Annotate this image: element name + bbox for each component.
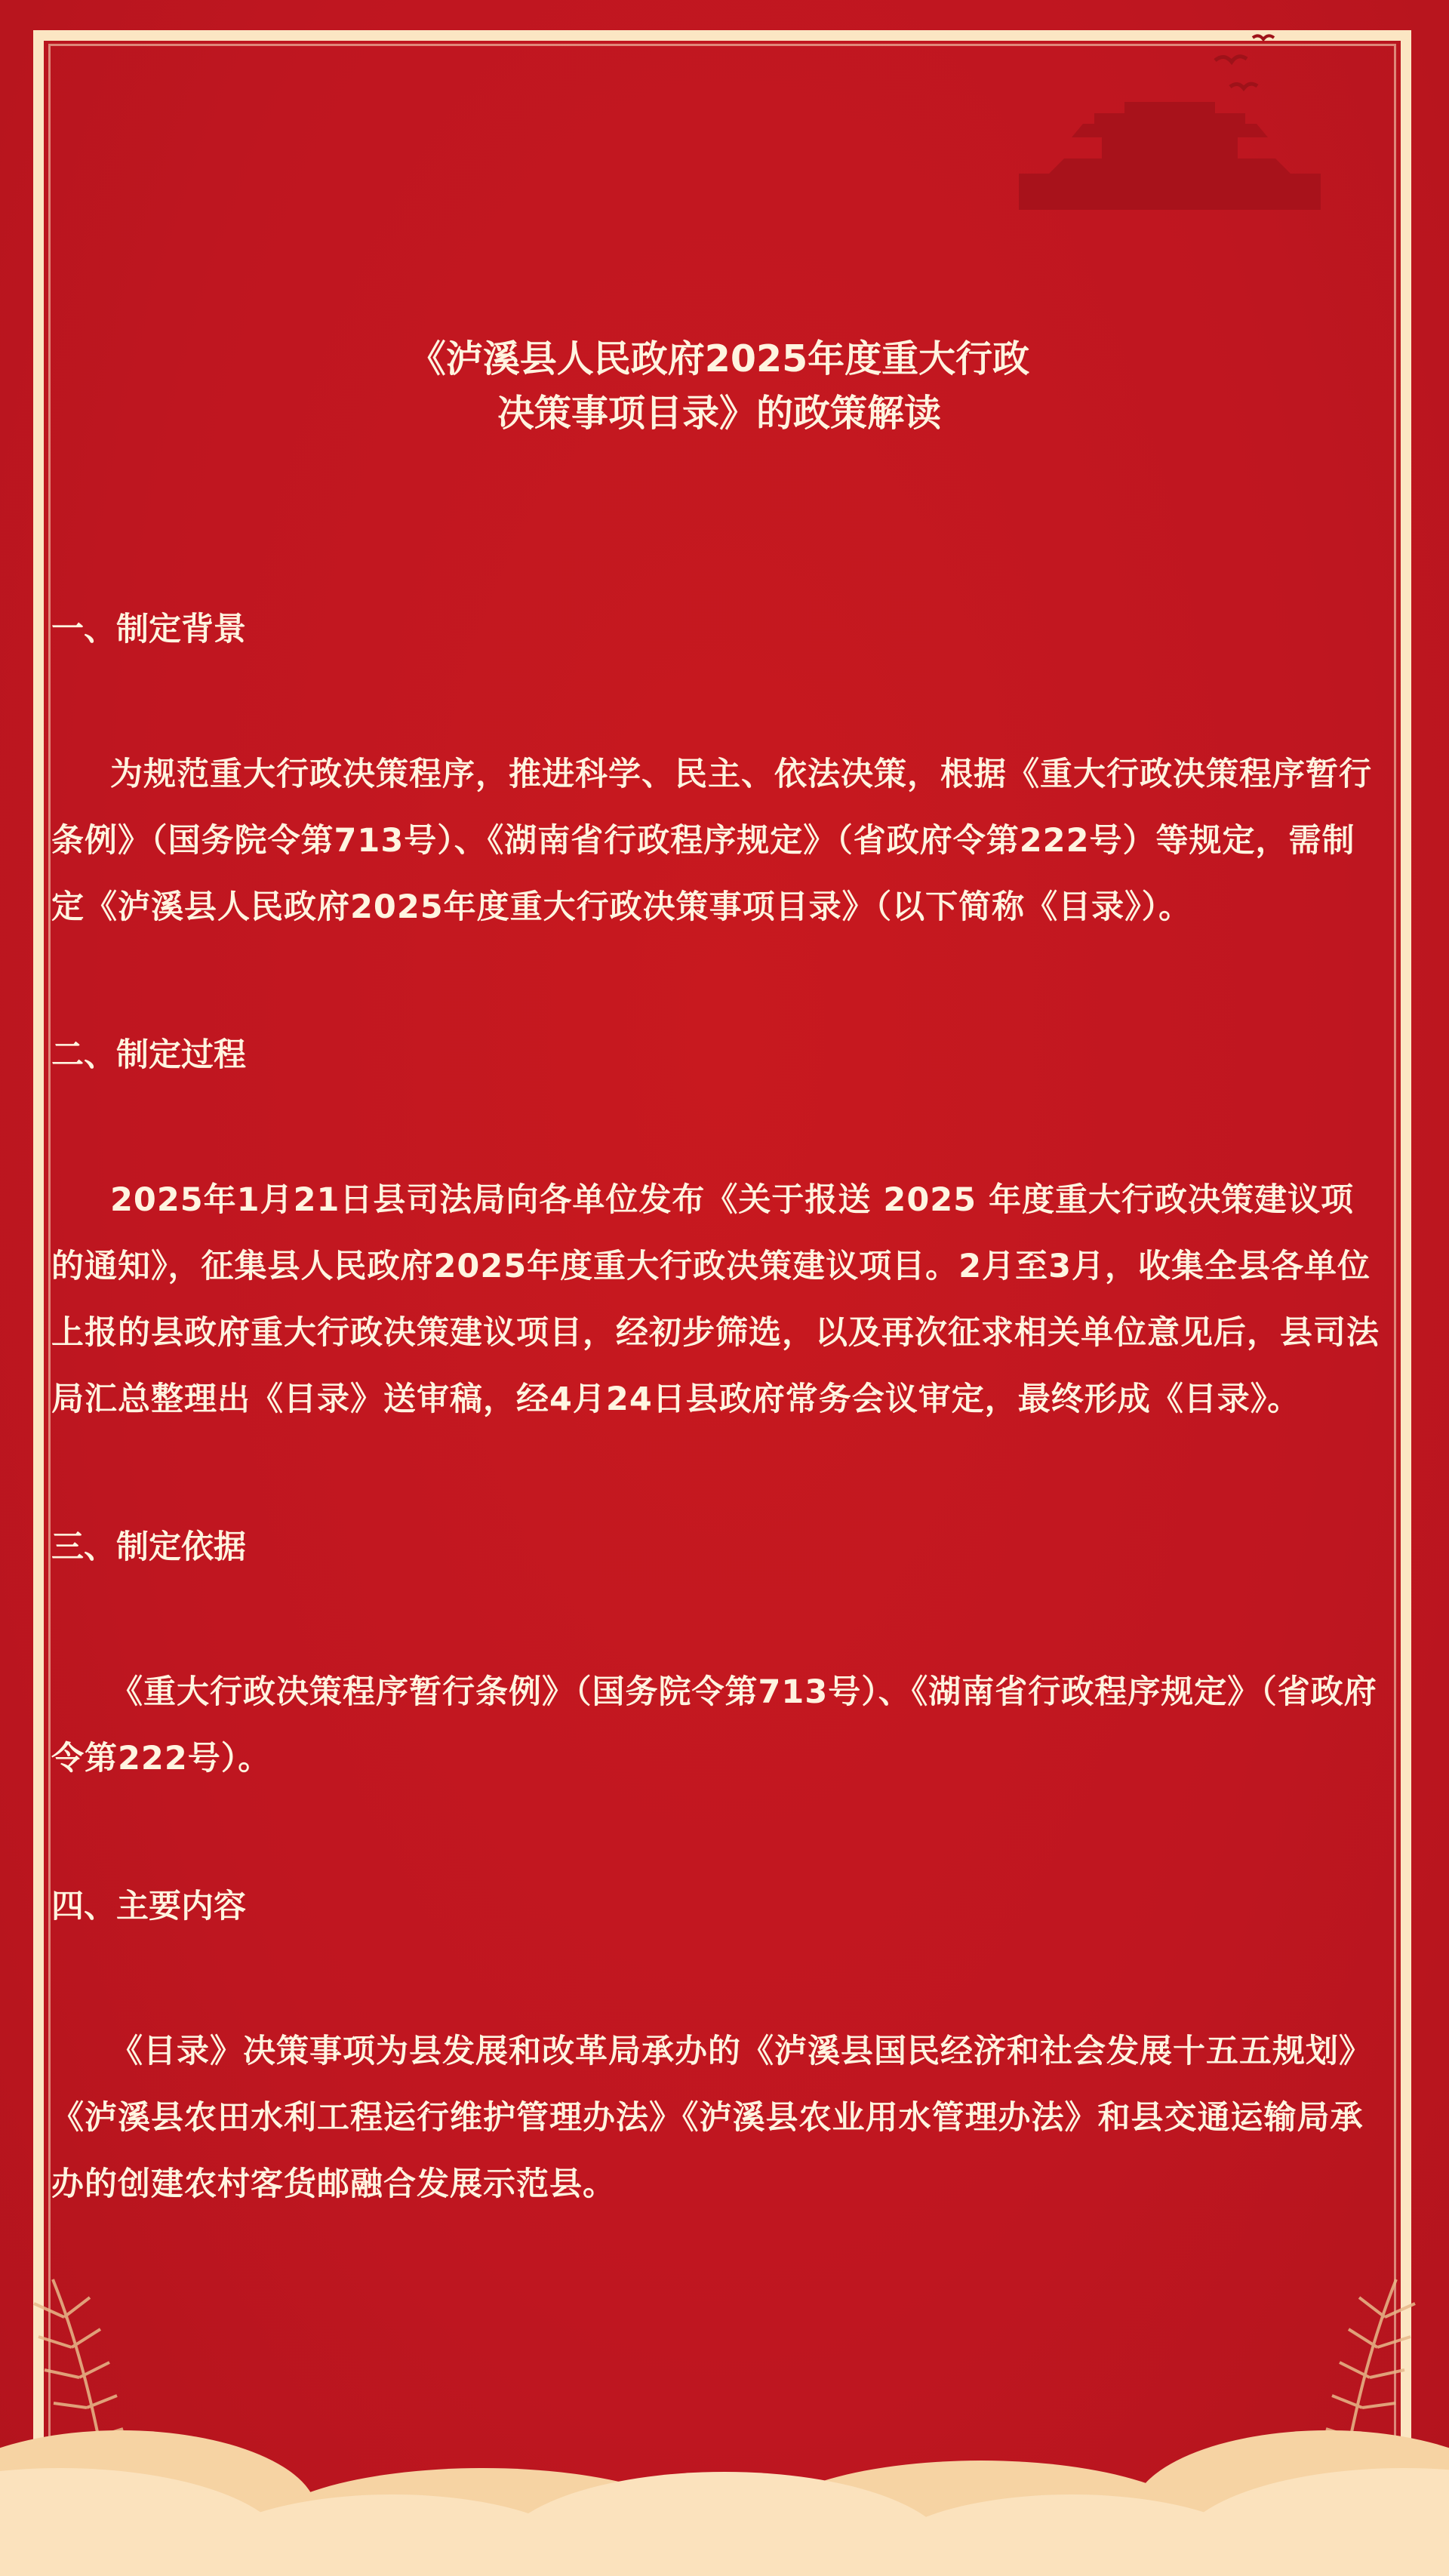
- document-content: [51, 332, 1387, 2217]
- title-line-2: 决策事项目录》的政策解读: [497, 392, 941, 435]
- page-title: [51, 332, 1387, 441]
- title-line-1: 《泸溪县人民政府2025年度重大行政: [408, 337, 1030, 380]
- tiananmen-silhouette-icon: [1011, 91, 1328, 211]
- section-heading-process: 二、制定过程: [51, 1036, 246, 1074]
- section-heading-content: 四、主要内容: [51, 1888, 246, 1925]
- section-paragraph-process: 2025年1月21日县司法局向各单位发布《关于报送 2025 年度重大行政决策建议项的通知》，征集县人民政府2025年度重大行政决策建议项目。2月至3月，收集全县各单位上报的县政府重大行政决策建议项目，经初步筛选，以及再次征求相关单位意见后，县司法局汇总整理出《目录》送审稿，经4月24日县政府常务会议审定，最终形成《目录》。: [51, 1181, 1380, 1418]
- section-paragraph-content: 《目录》决策事项为县发展和改革局承办的《泸溪县国民经济和社会发展十五五规划》《泸溪县农田水利工程运行维护管理办法》《泸溪县农业用水管理办法》和县交通运输局承办的创建农村客货邮融合发展示范县。: [51, 2033, 1372, 2203]
- section-heading-background: 一、制定背景: [51, 611, 246, 648]
- section-heading-basis: 三、制定依据: [51, 1528, 246, 1566]
- section-paragraph-background: 为规范重大行政决策程序，推进科学、民主、依法决策，根据《重大行政决策程序暂行条例》（国务院令第713号）、《湖南省行政程序规定》（省政府令第222号）等规定，需制定《泸溪县人民政府2025年度重大行政决策事项目录》（以下简称《目录》）。: [51, 756, 1372, 926]
- section-paragraph-basis: 《重大行政决策程序暂行条例》（国务院令第713号）、《湖南省行政程序规定》（省政府令第222号）。: [51, 1673, 1377, 1777]
- cloud-decoration-icon: [0, 2264, 1449, 2576]
